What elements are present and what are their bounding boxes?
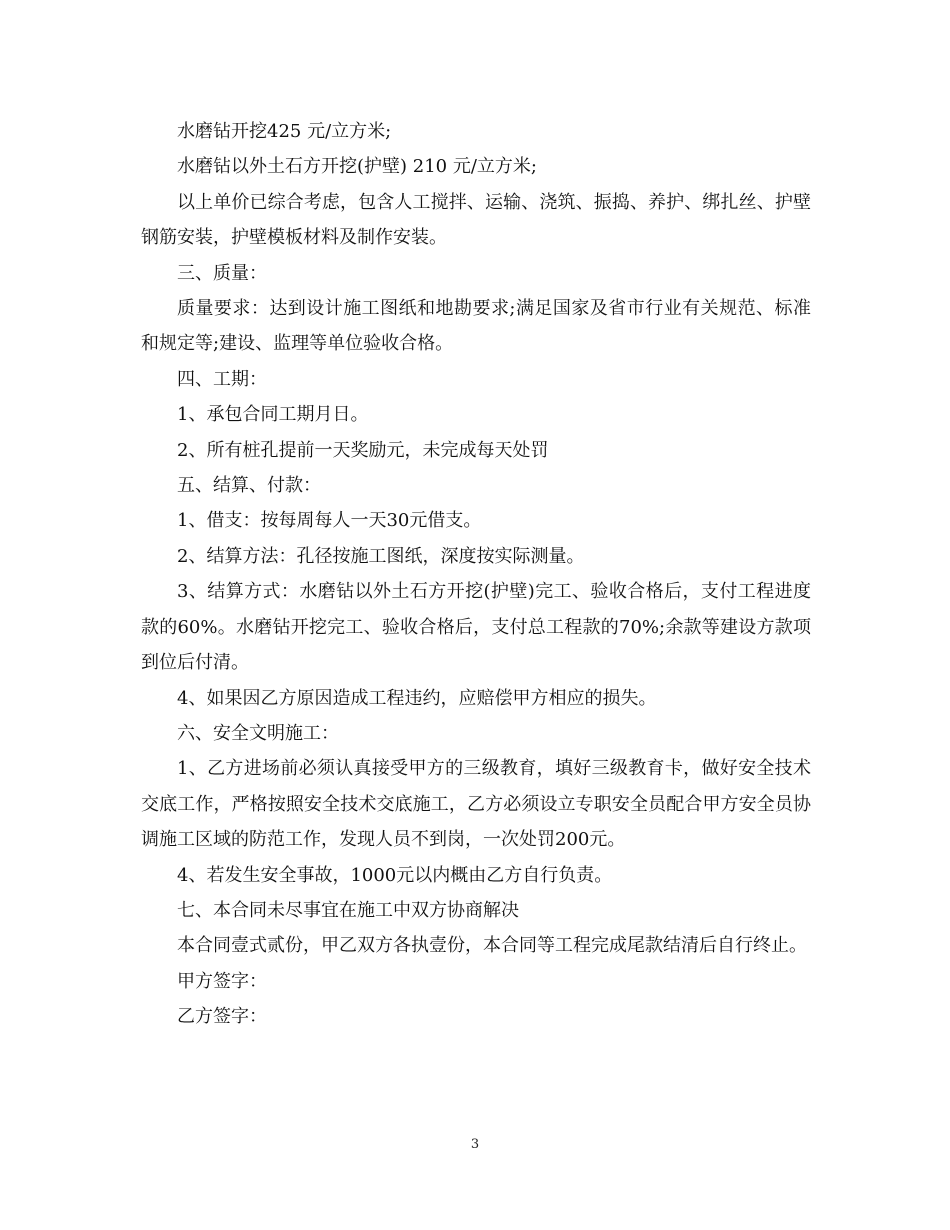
page-number: 3 <box>470 1137 480 1152</box>
paragraph-schedule-incentive: 2、所有桩孔提前一天奖励元，未完成每天处罚 <box>177 439 549 461</box>
paragraph-payment-breach: 4、如果因乙方原因造成工程违约，应赔偿甲方相应的损失。 <box>177 687 657 709</box>
section-heading-quality: 三、质量： <box>177 262 267 284</box>
paragraph-price-earthwork: 水磨钻以外土石方开挖(护壁) 210 元/立方米; <box>177 156 537 178</box>
paragraph-price-note: 以上单价已综合考虑，包含人工搅拌、运输、浇筑、振捣、养护、绑扎丝、护壁钢筋安装，护壁模板材料及制作安装。 <box>141 191 811 249</box>
section-heading-other-matters: 七、本合同未尽事宜在施工中双方协商解决 <box>177 899 519 921</box>
signature-party-a: 甲方签字： <box>177 970 267 992</box>
section-heading-safety: 六、安全文明施工： <box>177 722 339 744</box>
paragraph-schedule-term: 1、承包合同工期月日。 <box>177 404 369 426</box>
document-body <box>141 114 811 1035</box>
paragraph-safety-education: 1、乙方进场前必须认真接受甲方的三级教育，填好三级教育卡，做好安全技术交底工作，严格按照安全技术交底施工，乙方必须设立专职安全员配合甲方安全员协调施工区域的防范工作，发现人员不到岗，一次处罚200元。 <box>141 758 811 851</box>
paragraph-safety-accident: 4、若发生安全事故，1000元以内概由乙方自行负责。 <box>177 864 613 886</box>
paragraph-price-water-drill: 水磨钻开挖425 元/立方米; <box>177 121 392 142</box>
signature-party-b: 乙方签字： <box>177 1006 267 1028</box>
paragraph-payment-terms: 3、结算方式：水磨钻以外土石方开挖(护壁)完工、验收合格后，支付工程进度款的60%。水磨钻开挖完工、验收合格后，支付总工程款的70%;余款等建设方款项到位后付清。 <box>141 581 811 674</box>
section-heading-payment: 五、结算、付款： <box>177 475 321 497</box>
paragraph-payment-advance: 1、借支：按每周每人一天30元借支。 <box>177 510 482 532</box>
paragraph-contract-copies: 本合同壹式贰份，甲乙双方各执壹份，本合同等工程完成尾款结清后自行终止。 <box>177 935 807 957</box>
paragraph-quality-requirements: 质量要求：达到设计施工图纸和地勘要求;满足国家及省市行业有关规范、标准和规定等;建设、监理等单位验收合格。 <box>141 298 811 355</box>
section-heading-schedule: 四、工期： <box>177 368 267 390</box>
paragraph-payment-method: 2、结算方法：孔径按施工图纸，深度按实际测量。 <box>177 545 585 567</box>
